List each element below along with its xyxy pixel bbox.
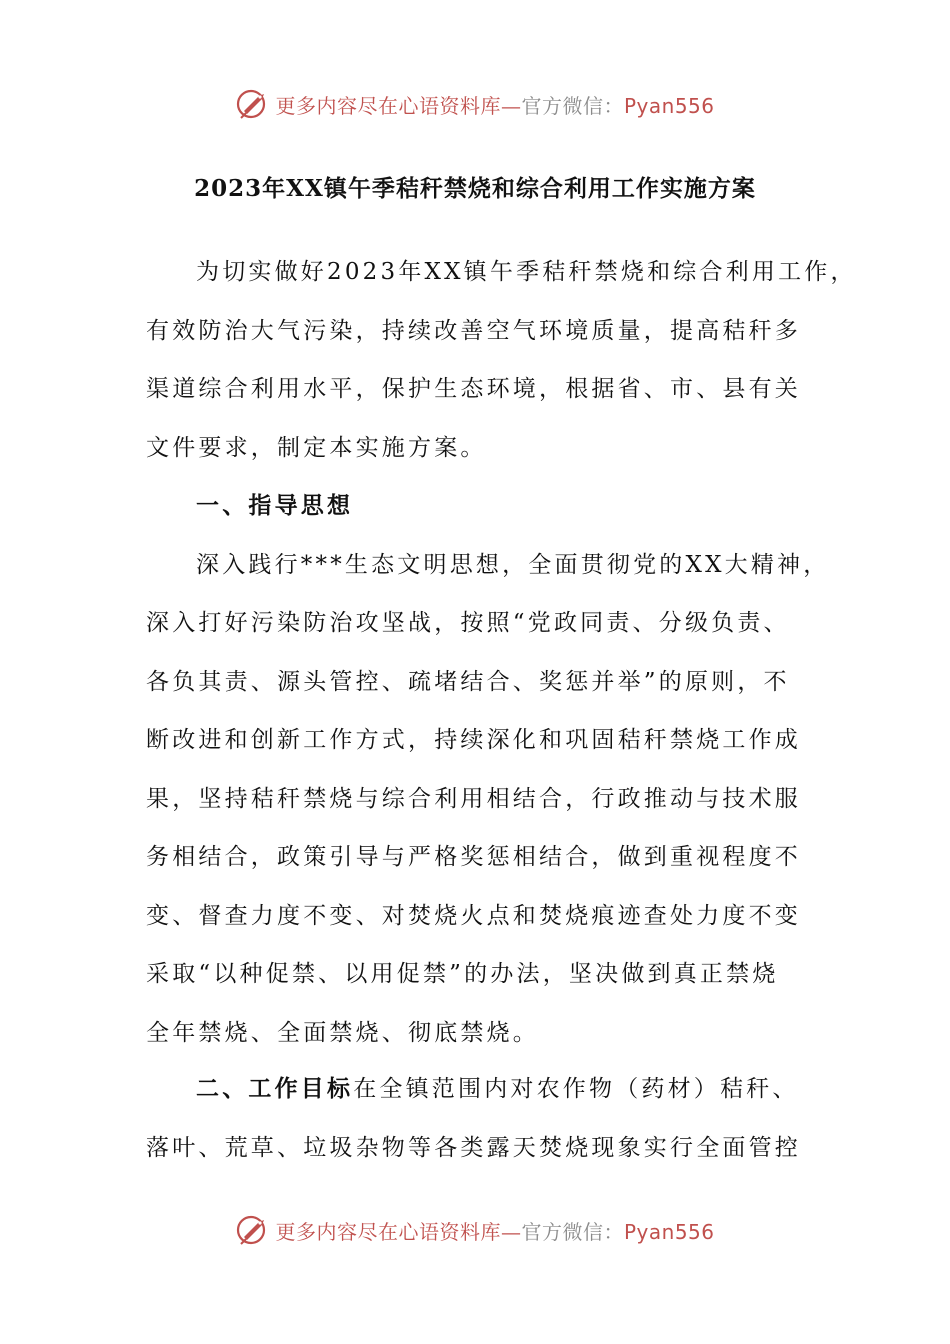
paragraph-line: 各负其责、源头管控、疏堵结合、奖惩并举”的原则，不 (146, 668, 790, 695)
banner-text (275, 90, 714, 119)
paragraph-line: 落叶、荒草、垃圾杂物等各类露天焚烧现象实行全面管控 (146, 1134, 801, 1161)
paragraph-line: 果，坚持秸秆禁烧与综合利用相结合，行政推动与技术服 (146, 785, 801, 812)
pen-logo-icon (235, 86, 271, 122)
paragraph-line: 深入打好污染防治攻坚战，按照“党政同责、分级负责、 (146, 610, 790, 636)
paragraph-line: 务相结合，政策引导与严格奖惩相结合，做到重视程度不 (146, 844, 801, 870)
banner-text (275, 1216, 714, 1245)
banner-dash: — (500, 1219, 522, 1244)
paragraph-line: 变、督查力度不变、对焚烧火点和焚烧痕迹查处力度不变 (146, 902, 801, 929)
intro-line: 有效防治大气污染，持续改善空气环境质量，提高秸秆多 (146, 317, 801, 344)
banner-wechat-id: Pyan556 (623, 1219, 715, 1244)
pen-logo-icon (235, 1212, 271, 1248)
intro-paragraph (146, 243, 857, 477)
section-work-goals (146, 1060, 816, 1177)
banner-official-label: 官方微信： (521, 93, 624, 118)
header-banner (0, 84, 950, 124)
section-heading: 一、指导思想 (196, 492, 354, 519)
paragraph-line: 深入践行***生态文明思想，全面贯彻党的XX大精神， (196, 551, 830, 578)
section2-first-line (146, 1060, 816, 1119)
paragraph-text: 在全镇范围内对农作物（药材）秸秆、 (353, 1076, 799, 1102)
banner-wechat-id: Pyan556 (623, 93, 715, 118)
banner-dash: — (500, 93, 522, 118)
document-title: 2023年XX镇午季秸秆禁烧和综合利用工作实施方案 (194, 175, 756, 202)
footer-banner (0, 1210, 950, 1250)
section-guiding-ideology (146, 477, 830, 1062)
section-heading: 二、工作目标 (196, 1075, 354, 1102)
banner-slogan: 更多内容尽在心语资料库 (275, 1219, 501, 1244)
banner-official-label: 官方微信： (521, 1219, 624, 1244)
intro-line: 为切实做好2023年XX镇午季秸秆禁烧和综合利用工作， (196, 259, 857, 285)
banner-slogan: 更多内容尽在心语资料库 (275, 93, 501, 118)
paragraph-line: 采取“以种促禁、以用促禁”的办法，坚决做到真正禁烧 (146, 961, 779, 987)
intro-line: 文件要求，制定本实施方案。 (146, 434, 487, 461)
intro-line: 渠道综合利用水平，保护生态环境，根据省、市、县有关 (146, 376, 801, 402)
paragraph-line: 断改进和创新工作方式，持续深化和巩固秸秆禁烧工作成 (146, 727, 801, 753)
paragraph-line: 全年禁烧、全面禁烧、彻底禁烧。 (146, 1019, 539, 1046)
